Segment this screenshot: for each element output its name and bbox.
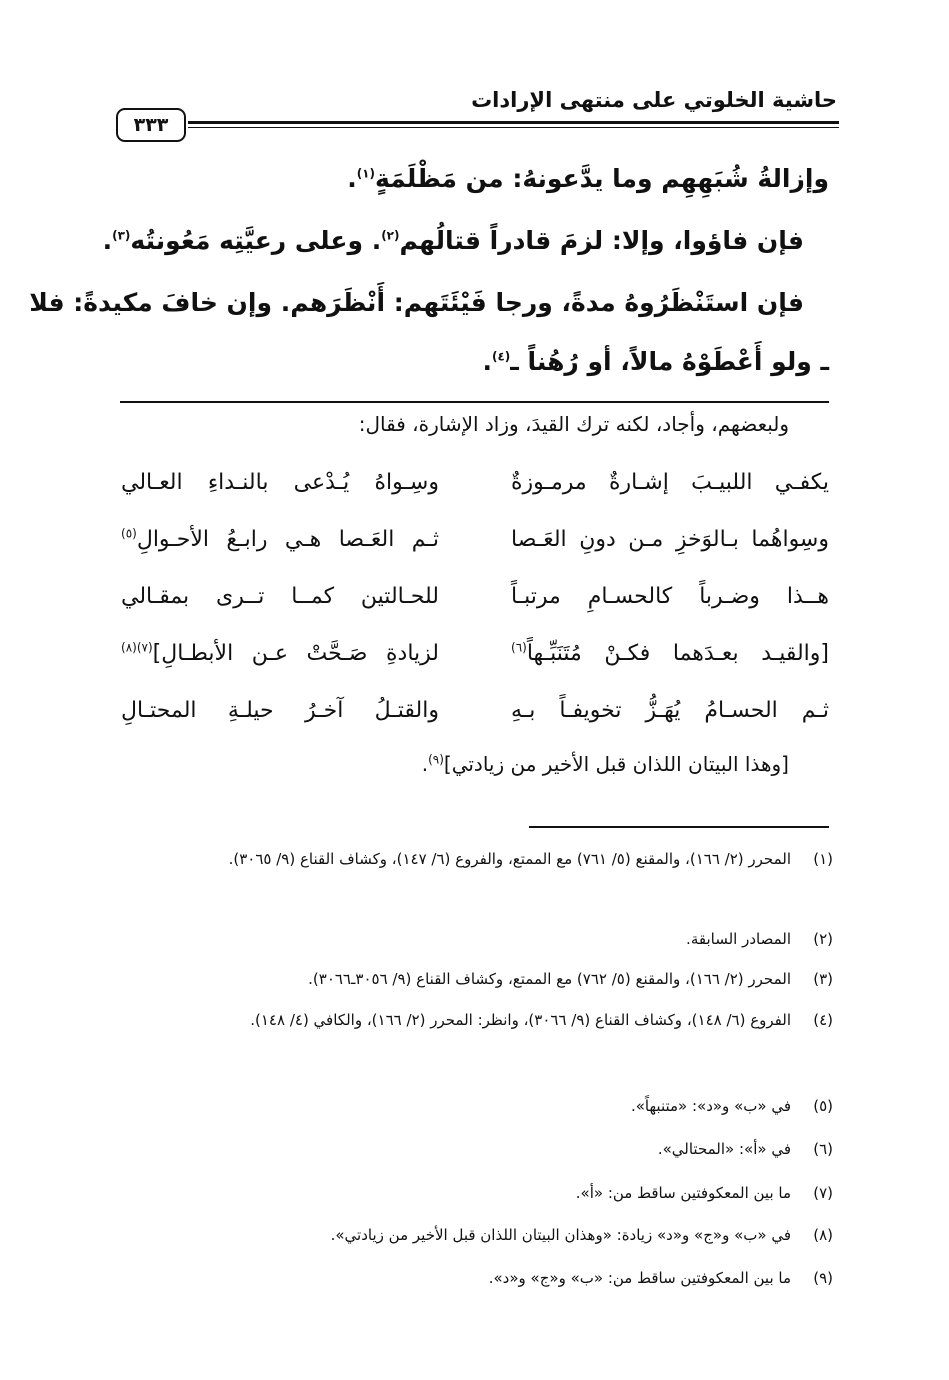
running-header-title: حاشية الخلوتي على منتهى الإرادات	[471, 88, 837, 112]
footnote-ref: (٢)	[381, 228, 400, 243]
footnote-ref: (٣)	[112, 228, 131, 243]
main-text-line-4: ـ ولو أَعْطَوْهُ مالاً، أو رُهُناً ـ$^{(٤)}$.	[482, 347, 829, 376]
footnote-ref: (٩)	[428, 752, 444, 767]
footnote-number: (٢)	[813, 930, 833, 948]
footnote-text: الفروع (٦/ ١٤٨)، وكشاف القناع (٩/ ٣٠٦٦)، وانظر: المحرر (٢/ ١٦٦)، والكافي (٤/ ١٤٨).	[250, 1011, 791, 1029]
footnote-ref: (١)	[356, 166, 375, 181]
page-number: ٣٣٣	[116, 108, 186, 142]
footnote-text: المحرر (٢/ ١٦٦)، والمقنع (٥/ ٧٦١) مع الممتع، والفروع (٦/ ١٤٧)، وكشاف القناع (٩/ ٣٠٦٥).	[228, 850, 791, 868]
footnote-text: في «ب» و«د»: «متنبهاً».	[630, 1097, 791, 1115]
footnote-9	[115, 1262, 833, 1295]
footnote-number: (٥)	[813, 1097, 833, 1115]
main-text-line-1: وإزالةُ شُبَهِهِم وما يدَّعونهُ: من مَظْلَمَةٍ$^{(١)}$.	[347, 164, 829, 193]
footnote-5	[115, 1090, 833, 1123]
footnote-7	[115, 1177, 833, 1210]
footnote-number: (٣)	[813, 970, 833, 988]
footnote-number: (٦)	[813, 1140, 833, 1158]
footnote-text: المحرر (٢/ ١٦٦)، والمقنع (٥/ ٧٦٢) مع الممتع، وكشاف القناع (٩/ ٣٠٥٦ـ٣٠٦٦).	[308, 970, 791, 988]
footnote-text: في «أ»: «المحتالي».	[657, 1140, 791, 1158]
poem-verse-5-first-hemistich: ثـم الحسـامُ يُهَـزُّ تخويفـاً بـهِ	[511, 698, 829, 723]
poem-verse-3-second-hemistich: للحـالتين كمــا تــرى بمقـالي	[121, 584, 439, 609]
header-rule	[188, 121, 839, 124]
poem-verse-4-second-hemistich: لزيادةِ صَـحَّتْ عـن الأبطـالِ]$^{(٧)(٨)}$	[121, 640, 439, 666]
footnote-number: (٩)	[813, 1269, 833, 1287]
footnote-ref: (٦)	[511, 640, 527, 655]
footnote-ref: (٧)(٨)	[121, 640, 153, 655]
footnote-8	[115, 1219, 833, 1252]
footnote-1	[115, 843, 833, 876]
poem-intro: ولبعضهم، وأجاد، لكنه ترك القيدَ، وزاد الإشارة، فقال:	[358, 412, 789, 436]
main-text-line-2: فإن فاؤوا، وإلا: لزمَ قادراً قتالُهم$^{(٢)}$. وعلى رعيَّتِه مَعُونتُه$^{(٣)}$.	[102, 226, 804, 255]
poem-verse-2-first-hemistich: وسِواهُما بـالوَخزِ مـن دونِ العَـصا	[511, 527, 829, 552]
footnote-number: (٧)	[813, 1184, 833, 1202]
poem-verse-4-first-hemistich: [والقيـد بعـدَهما فكـنْ مُتَنَبِّـهاً$^{(٦)}$	[511, 640, 829, 666]
footnote-text: في «ب» و«ج» و«د» زيادة: «وهذان البيتان اللذان قبل الأخير من زيادتي».	[330, 1226, 791, 1244]
footnote-ref: (٤)	[491, 349, 511, 364]
footnote-number: (٤)	[813, 1011, 833, 1029]
poem-note: [وهذا البيتان اللذان قبل الأخير من زيادتي]$^{(٩)}$.	[421, 752, 789, 776]
footnote-number: (٨)	[813, 1226, 833, 1244]
poem-verse-5-second-hemistich: والقتـلُ آخـرُ حيلـةِ المحتـالِ	[121, 698, 439, 723]
footnote-number: (١)	[813, 850, 833, 868]
header-rule-thin	[188, 127, 839, 128]
footnote-ref: (٥)	[121, 526, 137, 541]
poem-verse-1-second-hemistich: وسِـواهُ يُـدْعى بالنـداءِ العـالي	[121, 470, 439, 495]
main-text-line-3: فإن استَنْظَرُوهُ مدةً، ورجا فَيْئَتَهم: أَنْظَرَهم. وإن خافَ مكيدةً: فلا	[29, 288, 804, 317]
section-separator	[120, 401, 829, 403]
footnote-6	[115, 1133, 833, 1166]
poem-verse-2-second-hemistich: ثـم العَـصا هـي رابـعُ الأحـوالِ$^{(٥)}$	[121, 526, 439, 552]
footnote-3	[115, 963, 833, 996]
footnote-text: المصادر السابقة.	[686, 930, 791, 948]
footnote-2	[115, 923, 833, 956]
poem-verse-1-first-hemistich: يكفـي اللبيـبَ إشـارةٌ مرمـوزةٌ	[511, 470, 829, 495]
footnote-4	[115, 1004, 833, 1037]
footnote-text: ما بين المعكوفتين ساقط من: «ب» و«ج» و«د».	[488, 1269, 791, 1287]
footnote-separator	[529, 826, 829, 828]
footnote-text: ما بين المعكوفتين ساقط من: «أ».	[575, 1184, 791, 1202]
poem-verse-3-first-hemistich: هــذا وضـرباً كالحسـامِ مرتبـاً	[511, 584, 829, 609]
